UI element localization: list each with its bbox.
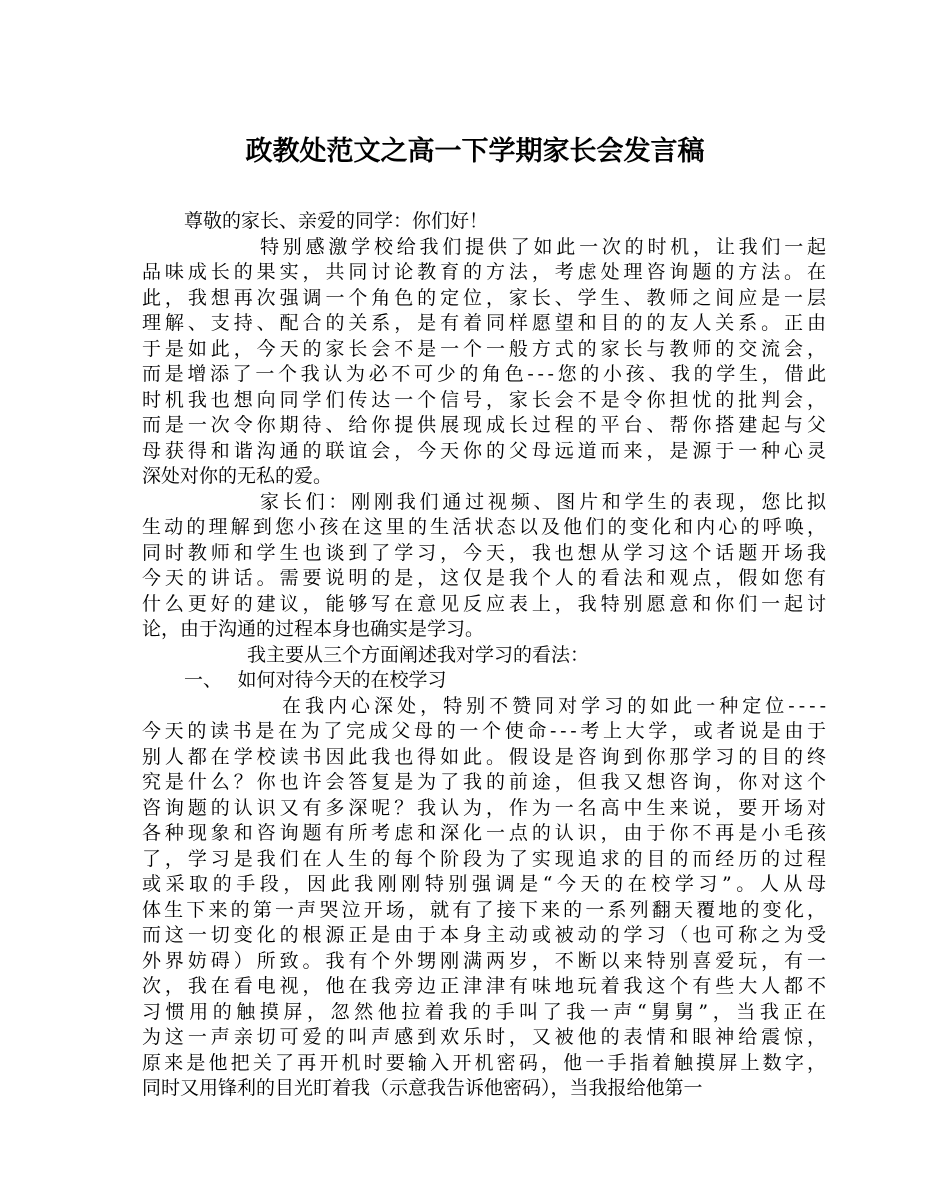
body-line: 同时教师和学生也谈到了学习，今天，我也想从学习这个话题开场我 xyxy=(142,541,830,564)
body-line: 而是一次令你期待、给你提供展现成长过程的平台、帮你搭建起与父 xyxy=(142,414,830,436)
body-line: 尊敬的家长、亲爱的同学：你们好！ xyxy=(184,210,489,232)
body-line: 别人都在学校读书因此我也得如此。假设是咨询到你那学习的目的终 xyxy=(142,745,830,768)
body-line: 同时又用锋利的目光盯着我（示意我告诉他密码），当我报给他第一 xyxy=(142,1077,703,1099)
body-line: 在我内心深处，特别不赞同对学习的如此一种定位---- xyxy=(282,694,831,717)
body-line: 外界妨碍）所致。我有个外甥刚满两岁，不断以来特别喜爱玩，有一 xyxy=(142,949,830,972)
body-line: 咨询题的认识又有多深呢？我认为，作为一名高中生来说，要开场对 xyxy=(142,796,830,819)
body-line: 深处对你的无私的爱。 xyxy=(142,465,333,487)
document-title: 政教处范文之高一下学期家长会发言稿 xyxy=(245,136,705,167)
body-line: 体生下来的第一声哭泣开场，就有了接下来的一系列翻天覆地的变化， xyxy=(142,898,830,921)
body-line: 理解、支持、配合的关系，是有着同样愿望和目的的友人关系。正由 xyxy=(142,312,830,334)
body-line: 母获得和谐沟通的联谊会，今天你的父母远道而来，是源于一种心灵 xyxy=(142,439,830,462)
body-line: 今天的讲话。需要说明的是，这仅是我个人的看法和观点，假如您有 xyxy=(142,567,830,589)
body-line: 了，学习是我们在人生的每个阶段为了实现追求的目的而经历的过程 xyxy=(142,847,830,870)
body-line: 家长们：刚刚我们通过视频、图片和学生的表现，您比拟 xyxy=(260,490,830,513)
body-line: 究是什么？你也许会答复是为了我的前途，但我又想咨询，你对这个 xyxy=(142,771,830,793)
body-line: 什么更好的建议，能够写在意见反应表上，我特别愿意和你们一起讨 xyxy=(142,592,830,615)
body-line: 论，由于沟通的过程本身也确实是学习。 xyxy=(142,618,485,640)
body-line: 原来是他把关了再开机时要输入开机密码，他一手指着触摸屏上数字， xyxy=(142,1051,830,1074)
body-line: 生动的理解到您小孩在这里的生活状态以及他们的变化和内心的呼唤， xyxy=(142,516,830,538)
body-line: 一、 如何对待今天的在校学习 xyxy=(184,669,447,691)
body-line: 或采取的手段，因此我刚刚特别强调是“今天的在校学习”。人从母 xyxy=(142,873,831,895)
body-line: 为这一声亲切可爱的叫声感到欢乐时，又被他的表情和眼神给震惊， xyxy=(142,1026,830,1048)
body-line: 今天的读书是在为了完成父母的一个使命---考上大学，或者说是由于 xyxy=(142,720,830,742)
body-line: 各种现象和咨询题有所考虑和深化一点的认识，由于你不再是小毛孩 xyxy=(142,822,830,844)
body-line: 习惯用的触摸屏，忽然他拉着我的手叫了我一声“舅舅”，当我正在 xyxy=(142,1000,831,1023)
body-line: 而这一切变化的根源正是由于本身主动或被动的学习（也可称之为受 xyxy=(142,924,830,946)
document-body xyxy=(142,209,831,1102)
body-line: 于是如此，今天的家长会不是一个一般方式的家长与教师的交流会， xyxy=(142,337,830,360)
body-line: 品味成长的果实，共同讨论教育的方法，考虑处理咨询题的方法。在 xyxy=(142,261,830,283)
body-line: 我主要从三个方面阐述我对学习的看法： xyxy=(247,643,590,666)
body-line: 而是增添了一个我认为必不可少的角色---您的小孩、我的学生，借此 xyxy=(142,363,830,385)
body-line: 时机我也想向同学们传达一个信号，家长会不是令你担忧的批判会， xyxy=(142,388,830,411)
body-line: 特别感激学校给我们提供了如此一次的时机，让我们一起 xyxy=(260,235,830,258)
body-line: 次，我在看电视，他在我旁边正津津有味地玩着我这个有些大人都不 xyxy=(142,975,830,997)
body-line: 此，我想再次强调一个角色的定位，家长、学生、教师之间应是一层 xyxy=(142,286,830,309)
